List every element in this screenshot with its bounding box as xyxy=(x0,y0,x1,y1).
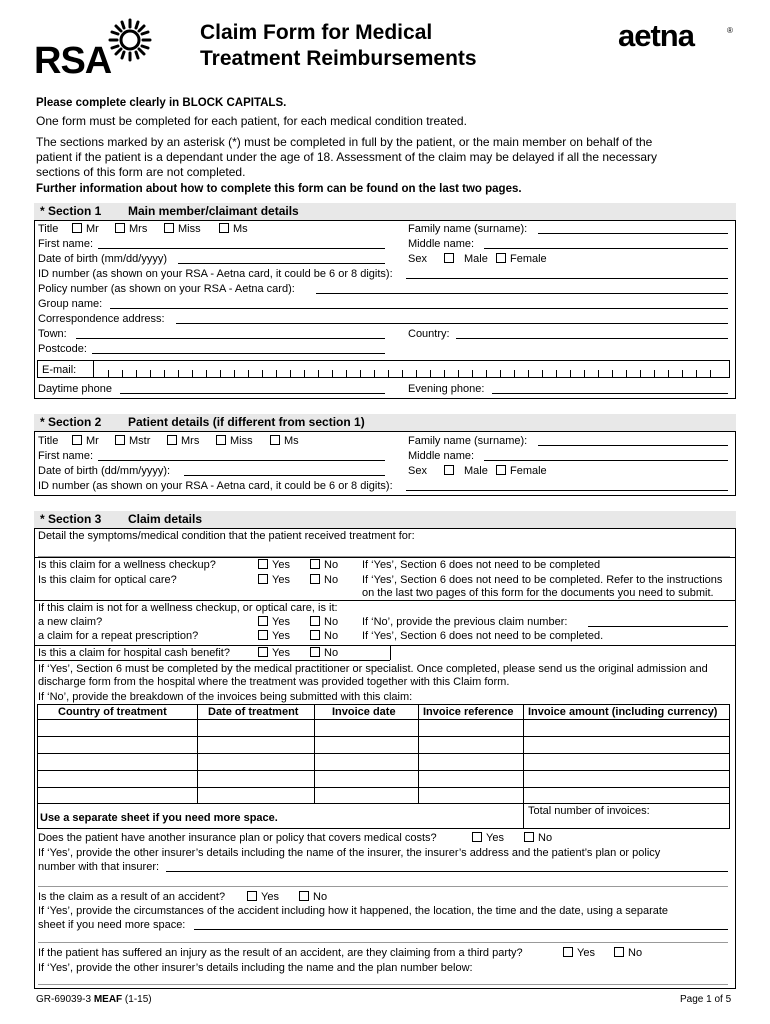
checkbox[interactable] xyxy=(299,891,309,901)
s3-detail-label: Detail the symptoms/medical condition that the patient received treatment for: xyxy=(38,530,415,542)
s3-third-party-field[interactable] xyxy=(38,984,728,985)
divider xyxy=(37,753,730,754)
s3-hospital-q: Is this a claim for hospital cash benefit? xyxy=(38,647,230,659)
checkbox[interactable] xyxy=(167,435,177,445)
s2-family-name-field[interactable] xyxy=(538,445,728,446)
s1-group-field[interactable] xyxy=(110,308,728,309)
s2-dob-field[interactable] xyxy=(184,475,385,476)
s3-other-ins-field[interactable] xyxy=(166,871,728,872)
s1-daytime-field[interactable] xyxy=(120,393,385,394)
checkbox[interactable] xyxy=(310,559,320,569)
s3-wellness-no[interactable]: No xyxy=(310,559,338,572)
s3-other-ins-field-2[interactable] xyxy=(38,886,728,887)
s1-dob-field[interactable] xyxy=(178,263,385,264)
s3-other-ins-yes[interactable]: Yes xyxy=(472,832,504,845)
s3-separate-sheet: Use a separate sheet if you need more space. xyxy=(40,812,278,824)
s3-third-party-q: If the patient has suffered an injury as the result of an accident, are they claiming from a third party? xyxy=(38,947,523,959)
checkbox[interactable] xyxy=(444,465,454,475)
s2-id-label: ID number (as shown on your RSA - Aetna card, it could be 6 or 8 digits): xyxy=(38,480,393,492)
checkbox[interactable] xyxy=(72,435,82,445)
s2-id-field[interactable] xyxy=(406,490,728,491)
checkbox[interactable] xyxy=(258,647,268,657)
s3-wellness-q: Is this claim for a wellness checkup? xyxy=(38,559,216,571)
s1-group-label: Group name: xyxy=(38,298,103,310)
s2-title-label: Title xyxy=(38,435,59,447)
intro-block-capitals: Please complete clearly in BLOCK CAPITALS. xyxy=(36,97,287,109)
s3-hospital-yes-note2: discharge form from the hospital where the treatment was provided together with this Claim form. xyxy=(38,676,510,688)
s2-title-mstr[interactable]: Mstr xyxy=(115,435,150,448)
intro-asterisk-3: sections of this form are not completed. xyxy=(36,165,246,179)
s1-title-label: Title xyxy=(38,223,59,235)
s2-sex-label: Sex xyxy=(408,465,427,477)
col-invoice-amount: Invoice amount (including currency) xyxy=(528,706,718,718)
checkbox[interactable] xyxy=(310,574,320,584)
col-invoice-date: Invoice date xyxy=(332,706,396,718)
checkbox[interactable] xyxy=(310,616,320,626)
divider xyxy=(34,660,390,661)
s2-title-mr[interactable]: Mr xyxy=(72,435,99,448)
s3-third-party-note: If ‘Yes’, provide the other insurer’s details including the name and the plan number below: xyxy=(38,962,473,974)
s1-policy-field[interactable] xyxy=(316,293,728,294)
s3-third-party-no[interactable]: No xyxy=(614,947,642,960)
s3-repeat-q: a claim for a repeat prescription? xyxy=(38,630,199,642)
s2-title-mrs[interactable]: Mrs xyxy=(167,435,199,448)
divider xyxy=(37,803,730,804)
s1-country-field[interactable] xyxy=(456,338,728,339)
s3-hospital-no-note: If ‘No’, provide the breakdown of the invoices being submitted with this claim: xyxy=(38,691,413,703)
s3-repeat-yes[interactable]: Yes xyxy=(258,630,290,643)
s2-dob-label: Date of birth (dd/mm/yyyy): xyxy=(38,465,171,477)
s3-other-ins-note2: number with that insurer: xyxy=(38,861,160,873)
divider xyxy=(314,704,315,803)
s3-other-ins-note1: If ‘Yes’, provide the other insurer’s details including the name of the insurer, the insurer’s address and the patient’s plan or policy xyxy=(38,847,661,859)
intro-asterisk-2: patient if the patient is a dependant under the age of 18. Assessment of the claim may be delayed if all the necessary xyxy=(36,150,658,164)
rsa-logo: RSA xyxy=(34,40,112,82)
s1-sex-male[interactable]: Male xyxy=(444,253,488,266)
s3-accident-no[interactable]: No xyxy=(299,891,327,904)
s2-first-name-label: First name: xyxy=(38,450,94,462)
s1-title-mrs[interactable]: Mrs xyxy=(115,223,147,236)
s3-accident-q: Is the claim as a result of an accident? xyxy=(38,891,226,903)
checkbox[interactable] xyxy=(258,559,268,569)
checkbox[interactable] xyxy=(247,891,257,901)
page-number: Page 1 of 5 xyxy=(680,994,732,1005)
s3-accident-note2: sheet if you need more space: xyxy=(38,919,186,931)
s3-total-invoices-label: Total number of invoices: xyxy=(528,805,650,817)
s1-postcode-field[interactable] xyxy=(92,353,385,354)
section1-number: * Section 1 xyxy=(40,204,102,218)
s1-first-name-field[interactable] xyxy=(98,248,385,249)
s3-optical-yes[interactable]: Yes xyxy=(258,574,290,587)
s3-optical-note1: If ‘Yes’, Section 6 does not need to be completed. Refer to the instructions xyxy=(362,574,723,586)
s1-address-field[interactable] xyxy=(176,323,728,324)
section3-number: * Section 3 xyxy=(40,512,102,526)
divider xyxy=(34,557,736,558)
s3-new-claim-q: a new claim? xyxy=(38,616,103,628)
s3-optical-note2: on the last two pages of this form for the documents you need to submit. xyxy=(362,587,714,599)
s3-accident-yes[interactable]: Yes xyxy=(247,891,279,904)
s1-country-label: Country: xyxy=(408,328,450,340)
s1-town-field[interactable] xyxy=(76,338,385,339)
s3-accident-field[interactable] xyxy=(194,929,728,930)
checkbox[interactable] xyxy=(563,947,573,957)
s1-first-name-label: First name: xyxy=(38,238,94,250)
s3-wellness-note: If ‘Yes’, Section 6 does not need to be completed xyxy=(362,559,601,571)
section3-heading: Claim details xyxy=(128,512,203,526)
form-title: Claim Form for Medical Treatment Reimbursements xyxy=(200,21,477,70)
s1-email-comb xyxy=(37,360,730,378)
divider xyxy=(390,645,391,660)
s3-not-wellness: If this claim is not for a wellness checkup, or optical care, is it: xyxy=(38,602,338,614)
checkbox[interactable] xyxy=(270,435,280,445)
s1-town-label: Town: xyxy=(38,328,67,340)
s1-policy-label: Policy number (as shown on your RSA - Aetna card): xyxy=(38,283,295,295)
section2-heading: Patient details (if different from section 1) xyxy=(128,415,365,429)
divider xyxy=(418,704,419,803)
s3-hospital-yes[interactable]: Yes xyxy=(258,647,290,660)
s3-hospital-yes-note1: If ‘Yes’, Section 6 must be completed by the medical practitioner or specialist. Once completed, please send us the original admission and xyxy=(38,663,708,675)
s1-family-name-field[interactable] xyxy=(538,233,728,234)
checkbox[interactable] xyxy=(115,435,125,445)
s3-wellness-yes[interactable]: Yes xyxy=(258,559,290,572)
divider xyxy=(37,736,730,737)
s2-sex-male[interactable]: Male xyxy=(444,465,488,478)
checkbox[interactable] xyxy=(258,630,268,640)
s1-email-label: E-mail: xyxy=(42,364,77,376)
s2-sex-female[interactable]: Female xyxy=(496,465,547,478)
col-country: Country of treatment xyxy=(58,706,167,718)
divider xyxy=(37,770,730,771)
aetna-logo: aetna xyxy=(618,18,694,53)
s2-title-miss[interactable]: Miss xyxy=(216,435,253,448)
s3-other-ins-no[interactable]: No xyxy=(524,832,552,845)
section2-number: * Section 2 xyxy=(40,415,102,429)
s3-new-claim-yes[interactable]: Yes xyxy=(258,616,290,629)
s1-id-field[interactable] xyxy=(406,278,728,279)
s2-middle-name-label: Middle name: xyxy=(408,450,475,462)
checkbox[interactable] xyxy=(444,253,454,263)
divider xyxy=(37,719,730,720)
s1-evening-field[interactable] xyxy=(492,393,728,394)
s3-accident-field-2[interactable] xyxy=(38,942,728,943)
s1-dob-label: Date of birth (mm/dd/yyyy) xyxy=(38,253,167,265)
checkbox[interactable] xyxy=(496,465,506,475)
s3-other-ins-q: Does the patient have another insurance plan or policy that covers medical costs? xyxy=(38,832,437,844)
divider xyxy=(197,704,198,803)
s1-middle-name-label: Middle name: xyxy=(408,238,475,250)
s1-daytime-label: Daytime phone xyxy=(38,383,112,395)
checkbox[interactable] xyxy=(72,223,82,233)
form-code: GR-69039-3 MEAF (1-15) xyxy=(36,994,152,1005)
s1-sex-label: Sex xyxy=(408,253,427,265)
intro-one-form: One form must be completed for each patient, for each medical condition treated. xyxy=(36,114,467,128)
checkbox[interactable] xyxy=(310,647,320,657)
s2-title-ms[interactable]: Ms xyxy=(270,435,299,448)
checkbox[interactable] xyxy=(115,223,125,233)
checkbox[interactable] xyxy=(496,253,506,263)
checkbox[interactable] xyxy=(164,223,174,233)
checkbox[interactable] xyxy=(216,435,226,445)
s1-postcode-label: Postcode: xyxy=(38,343,87,355)
divider xyxy=(37,787,730,788)
s2-middle-name-field[interactable] xyxy=(484,460,728,461)
checkbox[interactable] xyxy=(258,574,268,584)
s3-repeat-note: If ‘Yes’, Section 6 does not need to be completed. xyxy=(362,630,604,642)
s2-family-name-label: Family name (surname): xyxy=(408,435,528,447)
s3-optical-q: Is this claim for optical care? xyxy=(38,574,177,586)
divider xyxy=(34,645,736,646)
s1-id-label: ID number (as shown on your RSA - Aetna card, it could be 6 or 8 digits): xyxy=(38,268,393,280)
s3-hospital-no[interactable]: No xyxy=(310,647,338,660)
s1-title-miss[interactable]: Miss xyxy=(164,223,201,236)
s3-new-claim-note: If ‘No’, provide the previous claim number: xyxy=(362,616,568,628)
s1-evening-label: Evening phone: xyxy=(408,383,485,395)
checkbox[interactable] xyxy=(524,832,534,842)
divider xyxy=(523,704,524,829)
s1-address-label: Correspondence address: xyxy=(38,313,165,325)
s1-middle-name-field[interactable] xyxy=(484,248,728,249)
s2-first-name-field[interactable] xyxy=(98,460,385,461)
checkbox[interactable] xyxy=(472,832,482,842)
section1-heading: Main member/claimant details xyxy=(128,204,299,218)
registered-mark: ® xyxy=(727,26,733,35)
s1-title-ms[interactable]: Ms xyxy=(219,223,248,236)
col-date-treatment: Date of treatment xyxy=(208,706,299,718)
s3-previous-claim-field[interactable] xyxy=(588,626,728,627)
s1-family-name-label: Family name (surname): xyxy=(408,223,528,235)
intro-asterisk-1: The sections marked by an asterisk (*) must be completed in full by the patient, or the main member on behalf of the xyxy=(36,135,653,149)
checkbox[interactable] xyxy=(258,616,268,626)
intro-further-info: Further information about how to complete this form can be found on the last two pages. xyxy=(36,183,522,195)
divider xyxy=(34,600,736,601)
checkbox[interactable] xyxy=(614,947,624,957)
s3-new-claim-no[interactable]: No xyxy=(310,616,338,629)
s1-title-mr[interactable]: Mr xyxy=(72,223,99,236)
s1-sex-female[interactable]: Female xyxy=(496,253,547,266)
s3-third-party-yes[interactable]: Yes xyxy=(563,947,595,960)
s3-accident-note1: If ‘Yes’, provide the circumstances of the accident including how it happened, the location, the time and the date, using a separate xyxy=(38,905,669,917)
checkbox[interactable] xyxy=(310,630,320,640)
col-invoice-ref: Invoice reference xyxy=(423,706,514,718)
checkbox[interactable] xyxy=(219,223,229,233)
s3-optical-no[interactable]: No xyxy=(310,574,338,587)
s3-repeat-no[interactable]: No xyxy=(310,630,338,643)
rsa-sun-icon xyxy=(108,18,152,62)
